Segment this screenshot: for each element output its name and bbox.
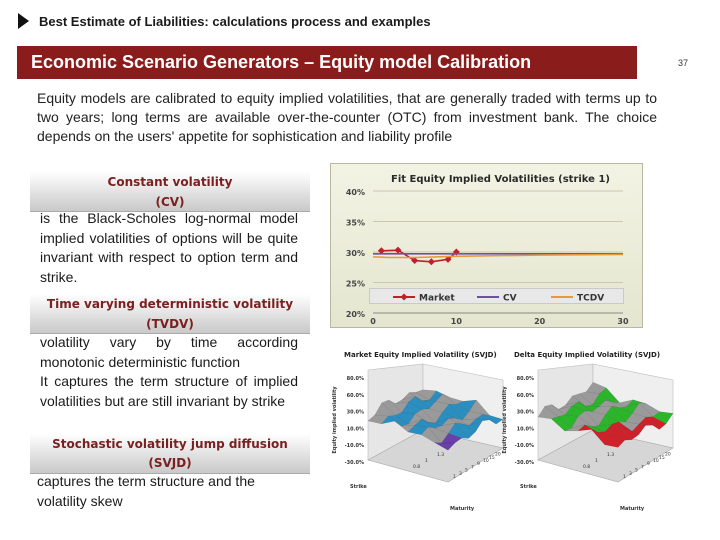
cv-caption-box (30, 172, 310, 212)
y-tick-label: 9 (477, 462, 480, 468)
y-tick-label: 40% (345, 188, 365, 197)
x-tick-label: 1.3 (607, 453, 615, 458)
y-tick-label: 1 (453, 475, 456, 480)
svjd-title-line2: (SVJD) (148, 456, 192, 470)
market-surface-title: Market Equity Implied Volatility (SVJD) (344, 351, 497, 359)
y-tick-label: 15 (659, 455, 665, 461)
fit-volatility-chart (330, 163, 643, 328)
y-tick-label: 5 (465, 468, 468, 474)
y-tick-label: 7 (471, 465, 474, 471)
tvdv-description-2: It captures the term structure of implied volatilities but are still invariant by strike (40, 373, 298, 409)
z-tick-label: 80.0% (346, 376, 364, 382)
cv-title-line2: (CV) (155, 195, 185, 209)
x-tick-label: 10 (450, 317, 462, 326)
x-tick-label: 30 (617, 317, 629, 326)
market-surface-svg (326, 348, 501, 520)
svjd-caption-box (30, 434, 310, 474)
y-tick-label: 20 (495, 452, 501, 458)
z-tick-label: -10.0% (514, 443, 534, 450)
delta-surface-title: Delta Equity Implied Volatility (SVJD) (514, 351, 661, 359)
x-tick-label: 1 (595, 459, 598, 464)
y-tick-label: 5 (635, 468, 638, 474)
page-number: 37 (678, 58, 689, 68)
market-surface-chart (326, 348, 501, 520)
chart-title: Fit Equity Implied Volatilities (strike 1) (391, 174, 610, 185)
x-tick-label: 0 (370, 317, 376, 326)
y-tick-label: 15 (489, 455, 495, 461)
section-banner (17, 46, 637, 79)
delta-surface-svg (496, 348, 676, 520)
tvdv-title-line1: Time varying deterministic volatility (46, 297, 294, 311)
tvdv-title-line2: (TVDV) (146, 317, 194, 331)
tvdv-caption-box (30, 294, 310, 334)
legend-label: TCDV (577, 293, 605, 304)
z-tick-label: 60.0% (516, 392, 534, 399)
y-tick-label: 7 (641, 465, 644, 471)
legend-label: CV (503, 293, 517, 304)
z-tick-label: 60.0% (346, 392, 364, 399)
z-tick-label: 30.0% (516, 409, 534, 416)
slide-header-title: Best Estimate of Liabilities: calculations process and examples (39, 13, 431, 29)
z-tick-label: 80.0% (516, 376, 534, 382)
z-axis-label: Equity implied volatility (502, 386, 508, 454)
x-tick-label: 1.3 (437, 453, 445, 458)
legend-label: Market (419, 293, 455, 304)
z-tick-label: -30.0% (344, 460, 364, 466)
y-tick-label: 3 (459, 471, 462, 477)
y-tick-label: 10 (483, 459, 489, 464)
legend-marker (401, 294, 408, 301)
x-axis-label: Strike (350, 484, 367, 490)
x-tick-label: 0.8 (413, 465, 421, 470)
y-tick-label: 1 (623, 475, 626, 480)
y-axis-label: Maturity (620, 506, 645, 512)
x-axis-label: Strike (520, 484, 537, 490)
x-tick-label: 20 (534, 317, 546, 326)
y-tick-label: 9 (647, 462, 650, 468)
cv-description: is the Black-Scholes log-normal model implied volatilities of options will be quite invariant with respect to option term and strike. (40, 210, 298, 285)
triangle-bullet-icon (18, 13, 29, 29)
y-tick-label: 25% (345, 279, 365, 289)
y-tick-label: 30% (345, 249, 365, 258)
z-tick-label: 10.0% (346, 426, 364, 433)
y-axis-label: Maturity (450, 506, 475, 512)
y-tick-label: 10 (653, 459, 659, 464)
cv-title-line1: Constant volatility (107, 175, 233, 189)
delta-surface-chart (496, 348, 676, 520)
tvdv-description: volatility vary by time according monotonic deterministic function (40, 334, 298, 370)
z-axis-label: Equity implied volatility (332, 386, 338, 454)
svjd-description: captures the term structure and the volatility skew (37, 473, 255, 509)
z-tick-label: 30.0% (346, 409, 364, 416)
intro-paragraph: Equity models are calibrated to equity implied volatilities, that are generally traded with terms up to two years; long terms are available over-the-counter (OTC) from investment bank. The choice depends on the users' appetite for sophistication and liability profile (37, 90, 657, 144)
y-tick-label: 20 (665, 452, 671, 458)
z-tick-label: 10.0% (516, 426, 534, 433)
section-title: Economic Scenario Generators – Equity model Calibration (31, 52, 532, 72)
y-tick-label: 20% (345, 310, 365, 319)
svjd-title-line1: Stochastic volatility jump diffusion (52, 437, 288, 451)
x-tick-label: 1 (425, 459, 428, 464)
legend-svg (331, 164, 644, 329)
z-tick-label: -30.0% (514, 460, 534, 466)
y-tick-label: 3 (629, 471, 632, 477)
y-tick-label: 35% (345, 218, 365, 228)
slide-header (18, 11, 431, 31)
z-tick-label: -10.0% (344, 443, 364, 450)
x-tick-label: 0.8 (583, 465, 591, 470)
